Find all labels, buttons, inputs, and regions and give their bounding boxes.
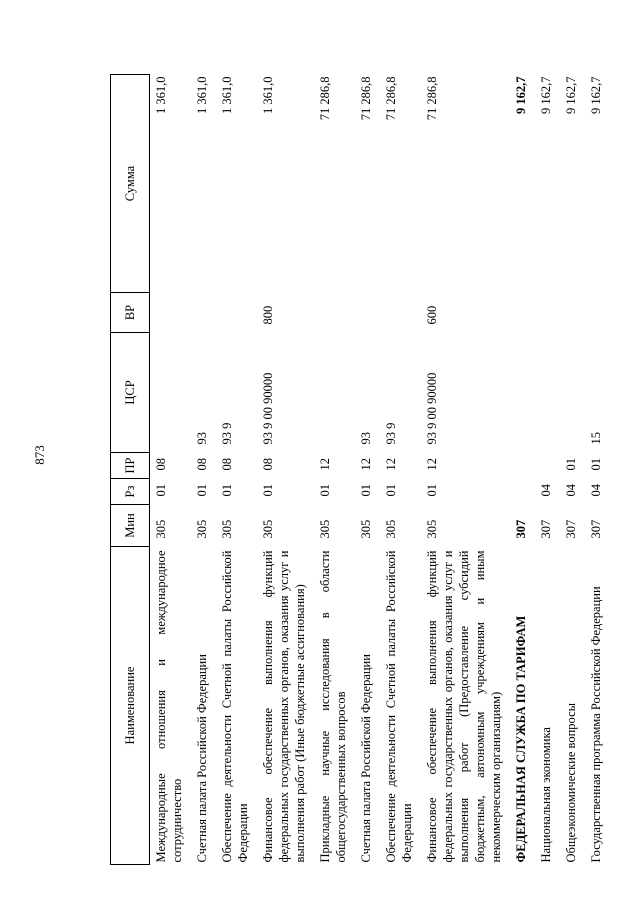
cell-rz: 01 [384, 484, 398, 497]
cell-csr: 93 9 00 90000 [261, 372, 275, 445]
header-sum: Сумма [111, 75, 150, 293]
header-rz: Рз [111, 479, 150, 505]
cell-sum: 9 162,7 [539, 76, 553, 114]
header-vr: ВР [111, 293, 150, 333]
cell-vr [191, 293, 216, 333]
cell-name: Общеэкономические вопросы [564, 702, 578, 863]
header-row [111, 75, 150, 865]
cell-rz: 01 [359, 484, 373, 497]
cell-vr [216, 293, 257, 333]
cell-pr: 08 [261, 458, 275, 471]
cell-vr [314, 293, 355, 333]
cell-sum: 71 286,8 [318, 76, 332, 121]
cell-pr [510, 453, 535, 479]
cell-rz: 01 [154, 484, 168, 497]
cell-rz: 04 [564, 484, 578, 497]
cell-csr: 93 [195, 432, 209, 445]
cell-csr [535, 333, 560, 453]
cell-csr: 93 9 [220, 422, 234, 445]
table-row [257, 75, 314, 865]
cell-csr: 93 9 [384, 422, 398, 445]
cell-csr: 93 [359, 432, 373, 445]
page-number: 873 [32, 445, 47, 465]
cell-vr: 800 [261, 305, 275, 325]
cell-csr [560, 333, 585, 453]
cell-csr [314, 333, 355, 453]
table-row [560, 75, 585, 865]
cell-min: 305 [384, 519, 398, 539]
header-name: Наименование [111, 547, 150, 865]
cell-rz: 01 [425, 484, 439, 497]
cell-pr: 12 [359, 458, 373, 471]
cell-rz: 04 [539, 484, 553, 497]
cell-sum: 9 162,7 [589, 76, 603, 114]
cell-csr: 15 [589, 432, 603, 445]
cell-rz: 04 [589, 484, 603, 497]
cell-sum: 1 361,0 [154, 76, 168, 114]
cell-min: 305 [154, 519, 168, 539]
cell-sum: 9 162,7 [564, 76, 578, 114]
cell-pr: 01 [564, 458, 578, 471]
cell-vr [510, 293, 535, 333]
table-row [150, 75, 192, 865]
cell-rz: 01 [195, 484, 209, 497]
cell-pr [535, 453, 560, 479]
cell-vr [355, 293, 380, 333]
cell-name: Прикладные научные исследования в области общегосударственных вопросов [318, 550, 348, 863]
cell-name: Международные отношения и международное сотрудничество [154, 550, 184, 863]
cell-name: Государственная программа Российской Федерации [589, 586, 603, 863]
cell-min: 307 [539, 519, 553, 539]
cell-vr [535, 293, 560, 333]
cell-rz: 01 [220, 484, 234, 497]
cell-sum: 9 162,7 [514, 76, 528, 114]
cell-pr: 12 [425, 458, 439, 471]
cell-name: Счетная палата Российской Федерации [195, 654, 209, 863]
cell-sum: 1 361,0 [220, 76, 234, 114]
header-min: Мин [111, 505, 150, 547]
table-body [150, 75, 611, 865]
cell-pr: 08 [220, 458, 234, 471]
cell-vr [380, 293, 421, 333]
cell-sum: 71 286,8 [425, 76, 439, 121]
table-row [421, 75, 510, 865]
cell-name: Финансовое обеспечение выполнения функций федеральных государственных органов, оказания услуг и выполнения работ (Иные бюджетные ассигнования) [261, 550, 307, 863]
cell-min: 305 [195, 519, 209, 539]
cell-pr: 08 [195, 458, 209, 471]
cell-rz: 01 [261, 484, 275, 497]
budget-table [110, 74, 610, 865]
cell-sum: 71 286,8 [384, 76, 398, 121]
cell-min: 305 [261, 519, 275, 539]
cell-sum: 1 361,0 [195, 76, 209, 114]
cell-pr: 01 [589, 458, 603, 471]
cell-min: 305 [359, 519, 373, 539]
cell-name: ФЕДЕРАЛЬНАЯ СЛУЖБА ПО ТАРИФАМ [514, 615, 528, 863]
cell-vr: 600 [425, 305, 439, 325]
cell-vr [585, 293, 610, 333]
cell-pr: 08 [154, 458, 168, 471]
cell-name: Обеспечение деятельности Счетной палаты Российской Федерации [220, 550, 250, 863]
table-row [380, 75, 421, 865]
cell-sum: 71 286,8 [359, 76, 373, 121]
cell-min: 307 [514, 519, 528, 539]
header-pr: ПР [111, 453, 150, 479]
table-row [510, 75, 535, 865]
cell-pr: 12 [384, 458, 398, 471]
cell-min: 305 [318, 519, 332, 539]
cell-sum: 1 361,0 [261, 76, 275, 114]
cell-name: Обеспечение деятельности Счетной палаты Российской Федерации [384, 550, 414, 863]
cell-min: 307 [589, 519, 603, 539]
cell-csr [150, 333, 192, 453]
cell-vr [150, 293, 192, 333]
cell-csr [510, 333, 535, 453]
cell-min: 307 [564, 519, 578, 539]
cell-min: 305 [220, 519, 234, 539]
cell-vr [560, 293, 585, 333]
cell-min: 305 [425, 519, 439, 539]
cell-name: Счетная палата Российской Федерации [359, 654, 373, 863]
table-row [355, 75, 380, 865]
table-row [535, 75, 560, 865]
cell-name: Национальная экономика [539, 727, 553, 863]
header-csr: ЦСР [111, 333, 150, 453]
table-row [314, 75, 355, 865]
cell-name: Финансовое обеспечение выполнения функций федеральных государственных органов, оказания услуг и выполнения работ (Предоставление субсидий бюджетным, автономным учреждениям и иным некоммерческим организациям) [425, 550, 503, 863]
cell-pr: 12 [318, 458, 332, 471]
table-row [585, 75, 610, 865]
cell-rz: 01 [318, 484, 332, 497]
cell-rz [510, 479, 535, 505]
rotated-table-container [110, 75, 630, 865]
table-row [191, 75, 216, 865]
table-row [216, 75, 257, 865]
cell-csr: 93 9 00 90000 [425, 372, 439, 445]
